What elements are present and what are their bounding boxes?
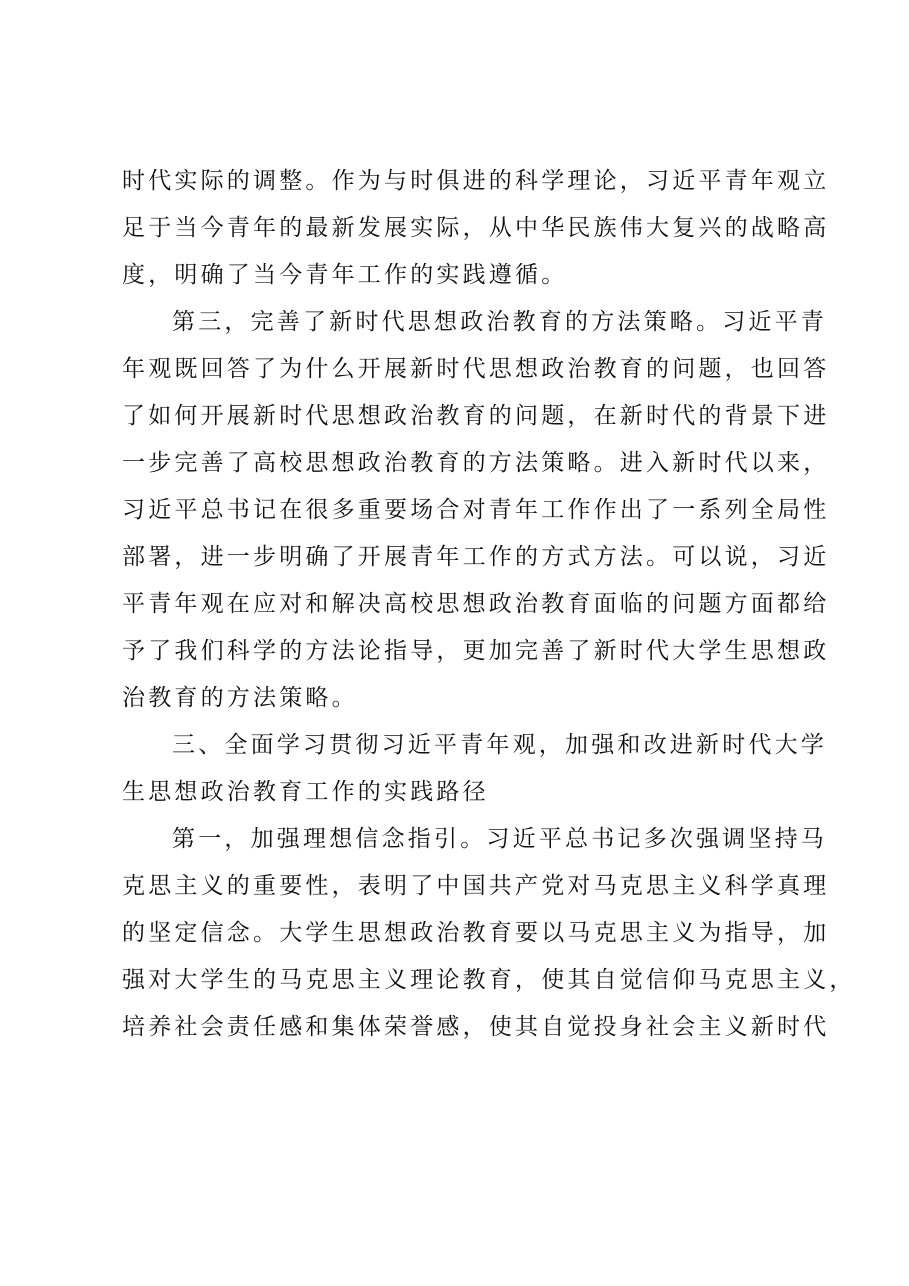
- body-line-18: 强对大学生的马克思主义理论教育，使其自觉信仰马克思主义，: [122, 967, 856, 993]
- body-line-6: 了如何开展新时代思想政治教育的问题，在新时代的背景下进: [122, 403, 830, 429]
- paragraph-start-first-point: 第一，加强理想信念指引。习近平总书记多次强调坚持马: [172, 826, 827, 852]
- section-heading-continuation: 生思想政治教育工作的实践路径: [122, 779, 489, 805]
- body-line-9: 部署，进一步明确了开展青年工作的方式方法。可以说，习近: [122, 544, 830, 570]
- body-line-3: 度，明确了当今青年工作的实践遵循。: [122, 262, 568, 288]
- body-line-16: 克思主义的重要性，表明了中国共产党对马克思主义科学真理: [122, 873, 830, 899]
- body-line-19: 培养社会责任感和集体荣誉感，使其自觉投身社会主义新时代: [122, 1014, 830, 1040]
- paragraph-start-third-point: 第三，完善了新时代思想政治教育的方法策略。习近平青: [172, 309, 827, 335]
- body-line-8: 习近平总书记在很多重要场合对青年工作作出了一系列全局性: [122, 497, 830, 523]
- document-body: [122, 158, 856, 1051]
- body-line-2: 足于当今青年的最新发展实际，从中华民族伟大复兴的战略高: [122, 215, 830, 241]
- body-line-11: 予了我们科学的方法论指导，更加完善了新时代大学生思想政: [122, 638, 830, 664]
- section-heading-three: 三、全面学习贯彻习近平青年观，加强和改进新时代大学: [172, 732, 827, 758]
- body-line-5: 年观既回答了为什么开展新时代思想政治教育的问题，也回答: [122, 356, 830, 382]
- body-line-1: 时代实际的调整。作为与时俱进的科学理论，习近平青年观立: [122, 168, 830, 194]
- body-line-10: 平青年观在应对和解决高校思想政治教育面临的问题方面都给: [122, 591, 830, 617]
- body-line-17: 的坚定信念。大学生思想政治教育要以马克思主义为指导，加: [122, 920, 830, 946]
- body-line-7: 一步完善了高校思想政治教育的方法策略。进入新时代以来，: [122, 450, 830, 476]
- body-line-12: 治教育的方法策略。: [122, 685, 358, 711]
